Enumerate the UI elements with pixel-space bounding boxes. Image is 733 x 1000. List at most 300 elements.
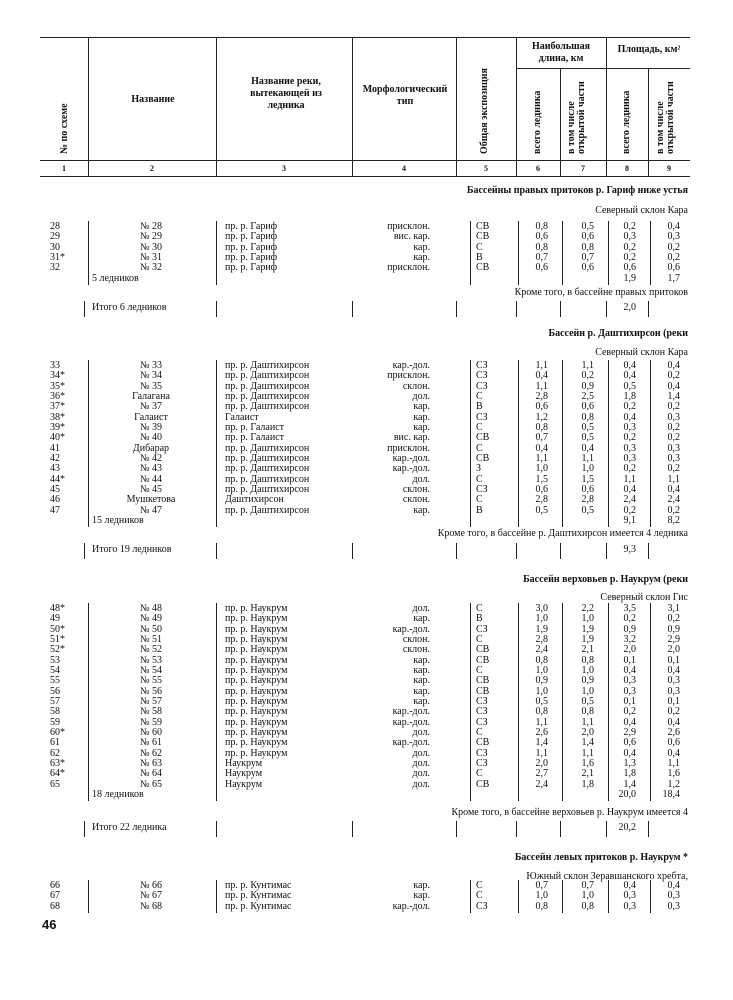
table-cell: 0,8 <box>535 421 548 433</box>
table-cell: СЗ <box>476 716 488 728</box>
table-cell: кар.-дол. <box>392 360 430 371</box>
table-cell: 0,8 <box>581 241 594 253</box>
column-separator <box>352 821 353 837</box>
table-cell: СВ <box>476 737 490 749</box>
count-area-total: 20,0 <box>618 788 636 800</box>
table-cell: 31* <box>50 251 65 263</box>
count-area-open: 8,2 <box>667 514 680 526</box>
table-cell: 38* <box>50 411 65 423</box>
table-cell: № 57 <box>139 695 163 707</box>
table-cell: пр. р. Гариф <box>225 241 278 253</box>
table-cell: 44* <box>50 473 65 485</box>
table-cell: № 58 <box>139 706 163 718</box>
table-cell: № 52 <box>139 644 163 656</box>
table-cell: 0,4 <box>667 380 680 392</box>
table-cell: пр. р. Наукрум <box>225 664 288 676</box>
table-cell: 0,2 <box>623 613 636 625</box>
table-cell: 1,1 <box>535 380 548 392</box>
table-cell: 0,4 <box>667 880 680 891</box>
table-cell: 0,9 <box>667 623 680 635</box>
table-cell: СЗ <box>476 623 488 635</box>
table-cell: СВ <box>476 432 490 444</box>
table-cell: 1,1 <box>535 360 548 371</box>
section-subtitle: Южный склон Зеравшанского хребта, <box>526 871 688 882</box>
table-cell: пр. р. Даштихирсон <box>225 504 310 516</box>
table-cell: С <box>476 421 483 433</box>
table-cell: 2,1 <box>581 644 594 656</box>
table-cell: Галагана <box>132 390 170 402</box>
table-cell: № 37 <box>139 401 163 413</box>
table-cell: 0,9 <box>581 380 594 392</box>
table-cell: 0,7 <box>581 880 594 891</box>
table-cell: кар.-дол. <box>392 452 430 464</box>
table-cell: 0,8 <box>535 221 548 232</box>
table-cell: кар.-дол. <box>392 900 430 912</box>
table-cell: 0,3 <box>623 452 636 464</box>
table-cell: кар. <box>413 241 430 253</box>
column-separator <box>352 543 353 559</box>
table-cell: № 56 <box>139 685 163 697</box>
table-cell: 0,6 <box>581 483 594 495</box>
table-cell: СЗ <box>476 360 488 371</box>
table-cell: СВ <box>476 221 490 232</box>
table-cell: 0,3 <box>623 900 636 912</box>
table-cell: 0,5 <box>581 432 594 444</box>
table-cell: 0,9 <box>535 675 548 687</box>
table-cell: 0,6 <box>581 231 594 243</box>
table-cell: дол. <box>412 390 430 402</box>
table-cell: 51* <box>50 633 65 645</box>
table-cell: С <box>476 241 483 253</box>
section-title: Бассейн левых притоков р. Наукрум * <box>514 852 688 863</box>
table-cell: кар. <box>413 401 430 413</box>
table-cell: 1,0 <box>535 664 548 676</box>
table-cell: Наукрум <box>225 778 263 790</box>
table-cell: склон. <box>402 483 430 495</box>
table-cell: 0,2 <box>623 241 636 253</box>
table-cell: № 40 <box>139 432 163 444</box>
table-cell: 0,2 <box>623 401 636 413</box>
header-divider <box>516 37 517 177</box>
table-cell: пр. р. Гариф <box>225 251 278 263</box>
table-cell: пр. р. Наукрум <box>225 706 288 718</box>
table-cell: 1,4 <box>667 390 680 402</box>
table-cell: 0,8 <box>535 654 548 666</box>
table-cell: 1,0 <box>581 463 594 475</box>
table-cell: 0,3 <box>623 231 636 243</box>
table-cell: пр. р. Кунтимас <box>225 900 292 912</box>
header-divider <box>560 68 561 177</box>
table-cell: 0,6 <box>623 262 636 274</box>
table-cell: Дибарар <box>132 442 170 454</box>
column-separator <box>216 221 217 285</box>
table-cell: Галаист <box>134 411 168 423</box>
table-cell: № 29 <box>139 231 163 243</box>
column-separator <box>88 603 89 801</box>
table-cell: пр. р. Наукрум <box>225 623 288 635</box>
table-cell: пр. р. Даштихирсон <box>225 390 310 402</box>
table-cell: 2,8 <box>535 494 548 506</box>
table-cell: СВ <box>476 644 490 656</box>
column-separator <box>648 543 649 559</box>
table-cell: 1,1 <box>535 747 548 759</box>
table-cell: 0,4 <box>623 716 636 728</box>
table-cell: 1,0 <box>581 664 594 676</box>
table-cell: 3,1 <box>667 603 680 614</box>
column-separator <box>88 360 89 527</box>
table-cell: № 34 <box>139 370 163 382</box>
table-cell: С <box>476 768 483 780</box>
table-cell: 0,3 <box>667 442 680 454</box>
table-cell: 1,0 <box>581 613 594 625</box>
header-divider <box>352 37 353 177</box>
table-cell: 62 <box>50 747 60 759</box>
header-exposure: Общая экспозиция <box>479 68 490 154</box>
column-separator <box>560 543 561 559</box>
table-cell: 0,7 <box>581 251 594 263</box>
table-cell: пр. р. Даштихирсон <box>225 360 310 371</box>
column-separator <box>606 301 607 317</box>
table-cell: 1,1 <box>581 452 594 464</box>
table-cell: В <box>476 251 483 263</box>
table-cell: 0,2 <box>623 251 636 263</box>
header-length-total: всего ледника <box>532 90 543 154</box>
table-cell: СЗ <box>476 695 488 707</box>
table-cell: № 54 <box>139 664 163 676</box>
header-length-open: в том числе открытой части <box>566 81 587 154</box>
table-cell: 0,6 <box>535 231 548 243</box>
table-cell: дол. <box>412 726 430 738</box>
column-number: 1 <box>62 164 66 173</box>
table-cell: 1,5 <box>581 473 594 485</box>
table-cell: 0,9 <box>623 623 636 635</box>
table-cell: пр. р. Гариф <box>225 262 278 274</box>
table-cell: 61 <box>50 737 60 749</box>
section-note: Кроме того, в бассейне правых притоков <box>514 287 688 298</box>
table-cell: СВ <box>476 452 490 464</box>
table-cell: кар. <box>413 695 430 707</box>
column-separator <box>216 543 217 559</box>
table-cell: пр. р. Наукрум <box>225 685 288 697</box>
table-cell: СЗ <box>476 747 488 759</box>
table-cell: 0,2 <box>667 421 680 433</box>
table-cell: 0,6 <box>667 737 680 749</box>
column-separator <box>456 301 457 317</box>
table-cell: 0,4 <box>581 442 594 454</box>
table-cell: № 55 <box>139 675 163 687</box>
table-cell: № 64 <box>139 768 163 780</box>
table-cell: 0,2 <box>667 613 680 625</box>
table-cell: 1,1 <box>535 716 548 728</box>
section-subtitle: Северный склон Кара <box>595 205 688 216</box>
table-cell: 0,2 <box>667 463 680 475</box>
table-cell: СВ <box>476 778 490 790</box>
table-cell: 2,7 <box>535 768 548 780</box>
table-cell: 28 <box>50 221 60 232</box>
table-cell: 3,0 <box>535 603 548 614</box>
table-cell: 2,6 <box>535 726 548 738</box>
table-cell: 2,1 <box>581 768 594 780</box>
table-cell: 57 <box>50 695 60 707</box>
table-cell: № 47 <box>139 504 163 516</box>
table-cell: 0,8 <box>581 900 594 912</box>
table-cell: № 31 <box>139 251 163 263</box>
table-cell: СЗ <box>476 900 488 912</box>
table-cell: 0,8 <box>581 706 594 718</box>
table-cell: пр. р. Наукрум <box>225 695 288 707</box>
table-cell: 0,9 <box>581 675 594 687</box>
table-cell: 2,0 <box>623 644 636 656</box>
table-cell: 2,6 <box>667 726 680 738</box>
table-cell: 0,4 <box>667 747 680 759</box>
table-cell: кар. <box>413 504 430 516</box>
column-separator <box>88 880 89 913</box>
header-area-group: Площадь, км² <box>617 44 681 55</box>
table-cell: 0,3 <box>667 900 680 912</box>
table-cell: 0,1 <box>667 654 680 666</box>
table-cell: 0,2 <box>667 241 680 253</box>
table-cell: 1,0 <box>581 890 594 902</box>
table-cell: 0,3 <box>667 411 680 423</box>
table-cell: 0,2 <box>623 706 636 718</box>
table-cell: 1,0 <box>535 613 548 625</box>
table-cell: 0,5 <box>535 504 548 516</box>
glacier-count: 5 ледников <box>92 272 139 284</box>
column-separator <box>88 221 89 285</box>
table-cell: кар. <box>413 664 430 676</box>
total-label: Итого 19 ледников <box>92 544 172 555</box>
table-cell: склон. <box>402 633 430 645</box>
table-cell: С <box>476 494 483 506</box>
column-separator <box>216 880 217 913</box>
table-cell: 0,4 <box>623 370 636 382</box>
table-cell: присклон. <box>387 370 430 382</box>
table-cell: 0,3 <box>667 452 680 464</box>
table-cell: 0,5 <box>581 221 594 232</box>
table-cell: пр. р. Даштихирсон <box>225 473 310 485</box>
table-cell: 1,0 <box>581 685 594 697</box>
table-cell: СЗ <box>476 411 488 423</box>
section-subtitle: Северный склон Кара <box>595 347 688 358</box>
table-cell: № 42 <box>139 452 163 464</box>
column-number: 7 <box>581 164 585 173</box>
table-cell: 0,3 <box>623 890 636 902</box>
column-separator <box>352 301 353 317</box>
table-cell: СЗ <box>476 370 488 382</box>
table-cell: 0,3 <box>623 685 636 697</box>
table-cell: 0,4 <box>667 221 680 232</box>
table-cell: 56 <box>50 685 60 697</box>
table-cell: СЗ <box>476 757 488 769</box>
table-cell: № 68 <box>139 900 163 912</box>
column-separator <box>648 821 649 837</box>
table-cell: 0,3 <box>667 685 680 697</box>
table-cell: пр. р. Наукрум <box>225 716 288 728</box>
table-cell: пр. р. Наукрум <box>225 747 288 759</box>
section-title: Бассейн р. Даштихирсон (реки <box>548 328 688 339</box>
table-cell: кар.-дол. <box>392 716 430 728</box>
table-cell: дол. <box>412 778 430 790</box>
table-cell: № 33 <box>139 360 163 371</box>
header-bottom-rule <box>40 176 690 177</box>
glacier-count: 15 ледников <box>92 514 144 526</box>
table-cell: пр. р. Наукрум <box>225 654 288 666</box>
table-cell: 0,4 <box>535 442 548 454</box>
table-cell: 2,2 <box>581 603 594 614</box>
table-cell: пр. р. Даштихирсон <box>225 401 310 413</box>
table-cell: СВ <box>476 654 490 666</box>
section-note: Кроме того, в бассейне р. Даштихирсон имеется 4 ледника <box>437 528 688 539</box>
table-cell: Мушкетова <box>126 494 176 506</box>
column-separator <box>456 821 457 837</box>
table-cell: 0,2 <box>667 370 680 382</box>
table-cell: 0,4 <box>623 880 636 891</box>
table-cell: № 48 <box>139 603 163 614</box>
table-cell: № 44 <box>139 473 163 485</box>
column-separator <box>216 821 217 837</box>
table-cell: 0,6 <box>623 737 636 749</box>
table-cell: Галаист <box>225 411 259 423</box>
table-cell: 0,5 <box>535 695 548 707</box>
table-cell: В <box>476 613 483 625</box>
table-cell: 32 <box>50 262 60 274</box>
table-cell: пр. р. Кунтимас <box>225 880 292 891</box>
column-separator <box>216 360 217 527</box>
table-cell: 0,4 <box>623 664 636 676</box>
table-cell: вис. кар. <box>393 432 430 444</box>
table-cell: присклон. <box>387 221 430 232</box>
table-cell: 2,4 <box>667 494 680 506</box>
header-mid-rule <box>40 160 690 161</box>
table-cell: 0,6 <box>535 401 548 413</box>
table-cell: 55 <box>50 675 60 687</box>
table-cell: С <box>476 880 483 891</box>
table-cell: В <box>476 401 483 413</box>
table-cell: С <box>476 890 483 902</box>
table-cell: кар.-дол. <box>392 706 430 718</box>
table-cell: 2,4 <box>535 644 548 656</box>
table-cell: кар. <box>413 890 430 902</box>
table-cell: 47 <box>50 504 60 516</box>
table-cell: 0,2 <box>623 463 636 475</box>
table-cell: 37* <box>50 401 65 413</box>
header-top-rule <box>40 37 690 38</box>
table-cell: 1,8 <box>623 768 636 780</box>
table-cell: дол. <box>412 768 430 780</box>
table-cell: 54 <box>50 664 60 676</box>
column-separator <box>606 543 607 559</box>
table-cell: 0,6 <box>581 262 594 274</box>
column-separator <box>84 301 85 317</box>
column-separator <box>470 603 471 801</box>
table-cell: 1,2 <box>535 411 548 423</box>
table-cell: 40* <box>50 432 65 444</box>
table-cell: 30 <box>50 241 60 253</box>
header-divider <box>648 68 649 177</box>
table-cell: СЗ <box>476 706 488 718</box>
table-cell: пр. р. Наукрум <box>225 675 288 687</box>
table-cell: 0,2 <box>667 504 680 516</box>
header-name: Название <box>131 94 175 105</box>
table-cell: кар.-дол. <box>392 623 430 635</box>
header-scheme-number: № по схеме <box>59 103 70 154</box>
table-cell: пр. р. Даштихирсон <box>225 442 310 454</box>
count-area-open: 1,7 <box>667 272 680 284</box>
table-cell: 66 <box>50 880 60 891</box>
glacier-count: 18 ледников <box>92 788 144 800</box>
table-cell: присклон. <box>387 262 430 274</box>
table-cell: Наукрум <box>225 768 263 780</box>
table-cell: кар.-дол. <box>392 737 430 749</box>
table-cell: 0,5 <box>581 695 594 707</box>
table-cell: 49 <box>50 613 60 625</box>
table-cell: З <box>476 463 482 475</box>
table-cell: 63* <box>50 757 65 769</box>
table-cell: дол. <box>412 757 430 769</box>
table-cell: дол. <box>412 473 430 485</box>
section-title: Бассейн верховьев р. Наукрум (реки <box>523 574 688 585</box>
table-cell: кар. <box>413 880 430 891</box>
table-cell: 59 <box>50 716 60 728</box>
table-cell: 50* <box>50 623 65 635</box>
table-cell: кар. <box>413 613 430 625</box>
column-separator <box>216 301 217 317</box>
table-cell: № 60 <box>139 726 163 738</box>
column-separator <box>606 821 607 837</box>
table-cell: пр. р. Наукрум <box>225 644 288 656</box>
table-cell: 0,2 <box>623 221 636 232</box>
table-cell: пр. р. Даштихирсон <box>225 483 310 495</box>
table-cell: № 28 <box>139 221 163 232</box>
table-cell: № 59 <box>139 716 163 728</box>
column-separator <box>560 821 561 837</box>
table-cell: 1,1 <box>623 473 636 485</box>
table-cell: 1,1 <box>535 452 548 464</box>
table-cell: 3,2 <box>623 633 636 645</box>
table-cell: № 30 <box>139 241 163 253</box>
section-subtitle: Северный склон Гис <box>600 592 688 603</box>
table-cell: 0,2 <box>581 370 594 382</box>
table-cell: 2,0 <box>667 644 680 656</box>
table-cell: 0,6 <box>581 401 594 413</box>
table-cell: С <box>476 603 483 614</box>
column-number: 4 <box>402 164 406 173</box>
table-cell: СВ <box>476 231 490 243</box>
table-cell: 1,0 <box>535 685 548 697</box>
table-cell: 1,0 <box>535 463 548 475</box>
table-cell: СЗ <box>476 380 488 392</box>
table-cell: 1,0 <box>535 890 548 902</box>
table-cell: 0,1 <box>623 654 636 666</box>
section-note: Кроме того, в бассейне верховьев р. Наукрум имеется 4 <box>451 807 688 818</box>
table-cell: № 66 <box>139 880 163 891</box>
table-cell: 0,7 <box>535 880 548 891</box>
table-cell: 43 <box>50 463 60 475</box>
table-cell: № 53 <box>139 654 163 666</box>
header-area-open: в том числе открытой части <box>655 81 676 154</box>
table-cell: 1,9 <box>581 623 594 635</box>
table-cell: 0,6 <box>667 262 680 274</box>
column-number: 9 <box>667 164 671 173</box>
header-morph-type: Морфологический тип <box>362 84 448 107</box>
column-number: 3 <box>282 164 286 173</box>
table-cell: 0,1 <box>667 695 680 707</box>
column-separator <box>216 603 217 801</box>
table-cell: пр. р. Галаист <box>225 421 284 433</box>
column-separator <box>470 221 471 285</box>
table-cell: 1,1 <box>581 716 594 728</box>
table-cell: пр. р. Наукрум <box>225 603 288 614</box>
